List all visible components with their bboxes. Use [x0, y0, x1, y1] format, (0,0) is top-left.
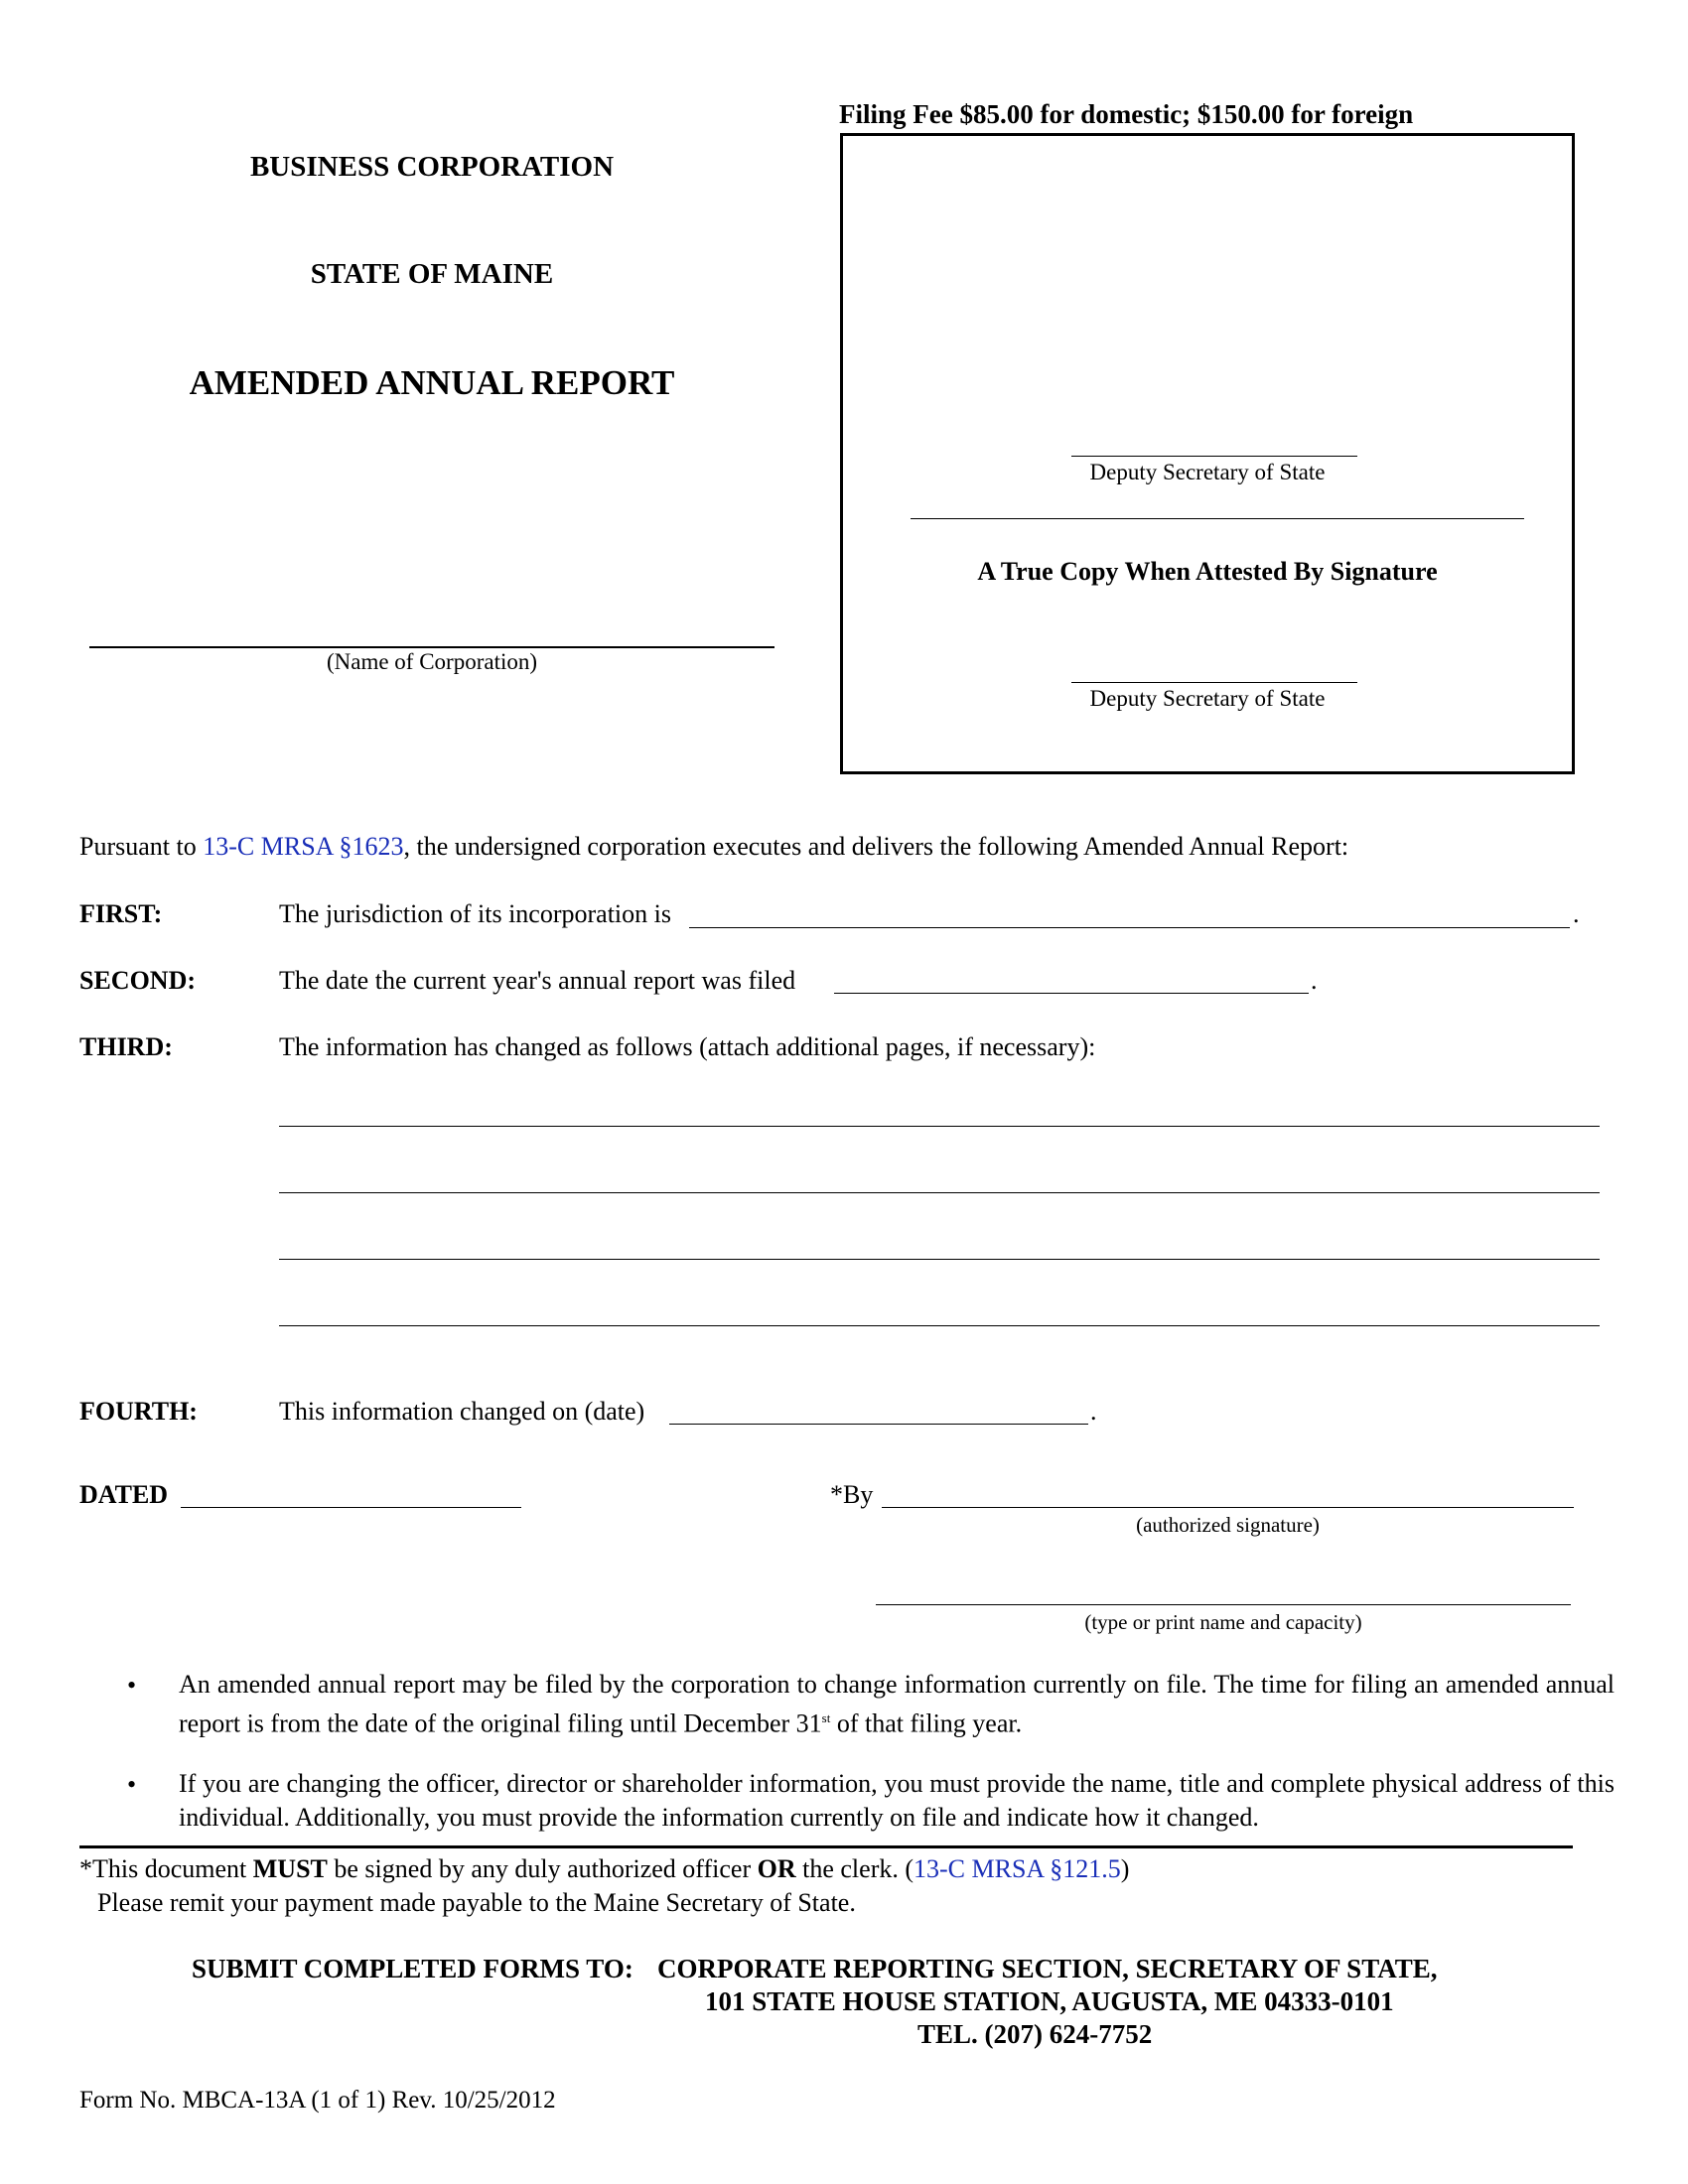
bullet-note-1-text: An amended annual report may be filed by the corporation to change information currently on file. The time for filing an amended annual report is from the date of the original filing until December 31 [179, 1670, 1615, 1738]
fourth-label: FOURTH: [79, 1397, 198, 1426]
corporation-name-caption: (Name of Corporation) [326, 649, 538, 674]
by-label: *By [830, 1480, 874, 1509]
filing-fee-text: Filing Fee $85.00 for domestic; $150.00 for foreign [839, 99, 1414, 129]
changes-line-4[interactable] [279, 1325, 1600, 1326]
header-business-corporation: BUSINESS CORPORATION [249, 151, 615, 183]
fourth-period: . [1090, 1397, 1097, 1426]
filing-box-divider [911, 518, 1524, 519]
intro-suffix: , the undersigned corporation executes and delivers the following Amended Annual Report: [403, 832, 1349, 861]
submit-label: SUBMIT COMPLETED FORMS TO: [192, 1954, 633, 1983]
deputy-signature-line-1 [1071, 456, 1357, 457]
changes-line-2[interactable] [279, 1192, 1600, 1193]
submit-phone: TEL. (207) 624-7752 [917, 2019, 1153, 2049]
intro-prefix: Pursuant to [79, 832, 204, 861]
third-text: The information has changed as follows (attach additional pages, if necessary): [279, 1032, 1096, 1061]
jurisdiction-field[interactable] [689, 927, 1570, 928]
authorized-signature-caption: (authorized signature) [1136, 1513, 1320, 1537]
sign-note-must: MUST [252, 1854, 328, 1883]
fourth-text: This information changed on (date) [279, 1397, 645, 1426]
deputy-caption-2: Deputy Secretary of State [1089, 686, 1326, 711]
bullet-note-2: If you are changing the officer, director or shareholder information, you must provide the name, title and complete physical address of this individual. Additionally, you must provide the information currently on file and indicate how it changed. [179, 1769, 1615, 1832]
bullet-note-1-end: of that filing year. [830, 1708, 1023, 1738]
form-number: Form No. MBCA-13A (1 of 1) Rev. 10/25/2012 [79, 2087, 556, 2114]
sign-note-4: ) [1120, 1854, 1130, 1883]
bullet-dot-2: • [127, 1770, 137, 1799]
signature-requirement-note [79, 1854, 1129, 1884]
attest-text: A True Copy When Attested By Signature [977, 557, 1438, 586]
sign-note-or: OR [757, 1854, 796, 1883]
first-period: . [1573, 899, 1580, 928]
submit-address-line-1: CORPORATE REPORTING SECTION, SECRETARY OF STATE, [657, 1954, 1438, 1983]
second-period: . [1311, 966, 1318, 995]
footer-divider [79, 1845, 1573, 1848]
second-text: The date the current year's annual report was filed [279, 966, 796, 995]
deputy-caption-1: Deputy Secretary of State [1089, 460, 1326, 484]
statute-link-1623[interactable]: 13-C MRSA §1623 [203, 832, 404, 861]
statute-link-121-5[interactable]: 13-C MRSA §121.5 [914, 1854, 1121, 1883]
changes-line-1[interactable] [279, 1126, 1600, 1127]
filing-box [840, 133, 1575, 774]
header-state: STATE OF MAINE [310, 258, 554, 290]
authorized-signature-field[interactable] [882, 1507, 1574, 1508]
print-name-field[interactable] [876, 1604, 1571, 1605]
change-date-field[interactable] [669, 1424, 1088, 1425]
dated-field[interactable] [181, 1507, 521, 1508]
first-label: FIRST: [79, 899, 163, 928]
second-label: SECOND: [79, 966, 197, 995]
bullet-note-1 [179, 1668, 1615, 1741]
dated-label: DATED [79, 1480, 169, 1509]
submit-address-line-2: 101 STATE HOUSE STATION, AUGUSTA, ME 04333-0101 [705, 1986, 1394, 2016]
deputy-signature-line-2 [1071, 682, 1357, 683]
remit-payment-note: Please remit your payment made payable to the Maine Secretary of State. [97, 1888, 856, 1917]
bullet-note-1-sup: st [821, 1710, 831, 1725]
changes-line-3[interactable] [279, 1259, 1600, 1260]
sign-note-2: be signed by any duly authorized officer [327, 1854, 758, 1883]
corporation-name-line[interactable] [89, 646, 774, 648]
sign-note-3: the clerk. ( [795, 1854, 914, 1883]
sign-note-1: *This document [79, 1854, 253, 1883]
page-title: AMENDED ANNUAL REPORT [189, 363, 675, 402]
print-name-caption: (type or print name and capacity) [1084, 1610, 1362, 1634]
bullet-dot-1: • [127, 1671, 137, 1700]
intro-paragraph [79, 832, 1348, 862]
filed-date-field[interactable] [834, 993, 1309, 994]
first-text: The jurisdiction of its incorporation is [279, 899, 671, 928]
third-label: THIRD: [79, 1032, 173, 1061]
